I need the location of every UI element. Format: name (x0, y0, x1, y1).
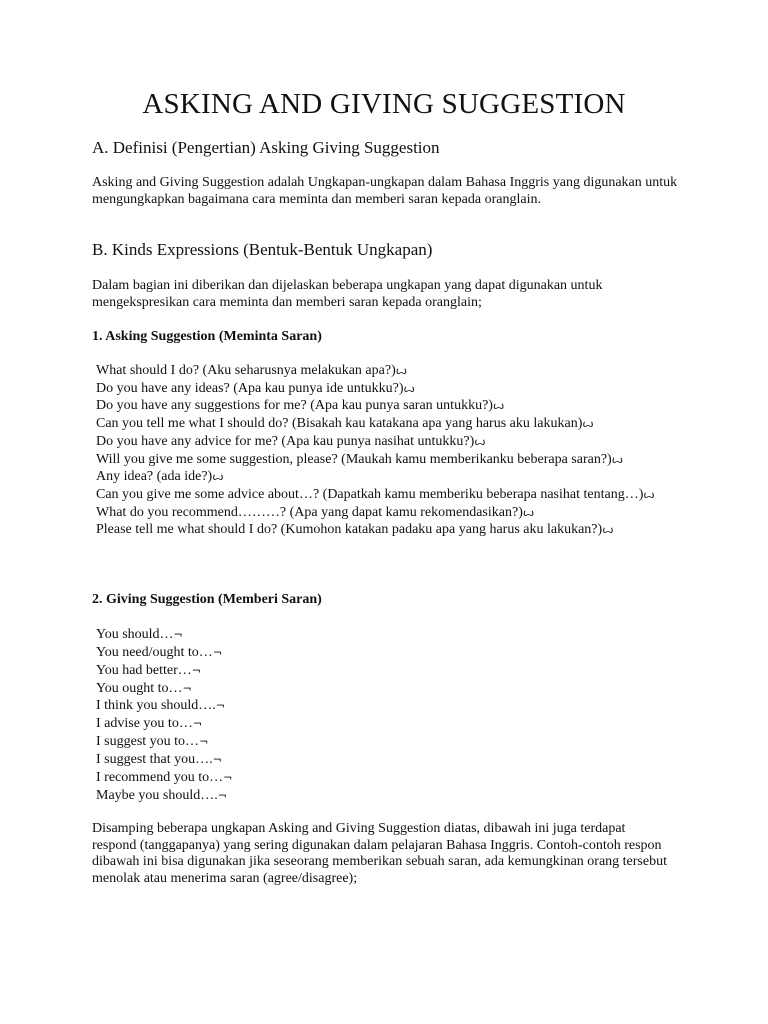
list-item-text: Will you give me some suggestion, please? (Maukah kamu memberikanku beberapa saran?) (96, 451, 612, 467)
bullet-marker-icon: ꙍ (643, 487, 655, 501)
list-item (96, 787, 696, 805)
list-item-text: You need/ought to… (96, 644, 213, 660)
list-item (96, 662, 696, 680)
bullet-marker-icon: ¬ (215, 699, 225, 713)
list-item-text: I recommend you to… (96, 769, 224, 785)
section-a-paragraph: Asking and Giving Suggestion adalah Ungkapan-ungkapan dalam Bahasa Inggris yang digunakan untuk mengungkapkan bagaimana cara meminta dan memberi saran kepada oranglain. (92, 175, 678, 207)
section-b-paragraph: Dalam bagian ini diberikan dan dijelaskan beberapa ungkapan yang dapat digunakan untuk mengekspresikan cara meminta dan memberi saran kepada oranglain; (92, 278, 603, 310)
list-item (96, 433, 696, 451)
list-item-text: I advise you to… (96, 716, 193, 732)
section-b-heading: B. Kinds Expressions (Bentuk-Bentuk Ungkapan) (92, 240, 433, 259)
document-title: ASKING AND GIVING SUGGESTION (142, 88, 626, 120)
list-item (96, 362, 696, 380)
asking-suggestion-heading: 1. Asking Suggestion (Meminta Saran) (92, 329, 322, 344)
closing-paragraph: Disamping beberapa ungkapan Asking and Giving Suggestion diatas, dibawah ini juga terdapat respond (tanggapanya) yang sering digunakan dalam pelajaran Bahasa Inggris. Contoh-contoh respon dibawah ini bisa digunakan jika seseorang memberikan sebuah saran, ada kemungkinan orang tersebut menolak atau menerima saran (agree/disagree); (92, 821, 667, 886)
list-item (96, 751, 696, 769)
list-item-text: Can you give me some advice about…? (Dapatkah kamu memberiku beberapa nasihat tentang…) (96, 486, 644, 502)
giving-suggestion-list (96, 626, 696, 804)
list-item (96, 468, 696, 486)
list-item (96, 451, 696, 469)
asking-suggestion-list (96, 362, 696, 539)
bullet-marker-icon: ꙍ (395, 364, 408, 377)
bullet-marker-icon: ¬ (212, 645, 223, 659)
bullet-marker-icon: ¬ (199, 735, 209, 749)
list-item (96, 397, 696, 415)
list-item-text: Do you have any ideas? (Apa kau punya ide untukku?) (96, 380, 404, 396)
list-item (96, 733, 696, 751)
bullet-marker-icon: ꙍ (212, 470, 224, 484)
list-item-text: What should I do? (Aku seharusnya melakukan apa?) (96, 363, 396, 378)
bullet-marker-icon: ¬ (173, 628, 183, 641)
list-item (96, 769, 696, 787)
list-item-text: You should… (96, 627, 174, 642)
bullet-marker-icon: ꙍ (474, 434, 486, 448)
list-item (96, 486, 696, 504)
bullet-marker-icon: ꙍ (492, 399, 505, 413)
list-item-text: Do you have any advice for me? (Apa kau punya nasihat untukku?) (96, 433, 475, 449)
bullet-marker-icon: ꙍ (403, 381, 415, 395)
list-item (96, 644, 696, 662)
bullet-marker-icon: ꙍ (602, 523, 614, 537)
bullet-marker-icon: ꙍ (522, 505, 535, 519)
list-item-text: Can you tell me what I should do? (Bisakah kau katakana apa yang harus aku lakukan) (96, 416, 583, 432)
bullet-marker-icon: ¬ (217, 788, 227, 802)
bullet-marker-icon: ꙍ (611, 452, 624, 466)
list-item-text: I suggest that you…. (96, 751, 213, 767)
list-item (96, 415, 696, 433)
list-item-text: Any idea? (ada ide?) (96, 469, 213, 485)
list-item-text: I suggest you to… (96, 734, 200, 750)
bullet-marker-icon: ¬ (223, 770, 233, 784)
list-item (96, 380, 696, 398)
list-item (96, 504, 696, 522)
bullet-marker-icon: ꙍ (582, 417, 594, 431)
list-item-text: I think you should…. (96, 698, 216, 714)
list-item-text: Please tell me what should I do? (Kumohon katakan padaku apa yang harus aku lakukan?) (96, 522, 603, 538)
section-a-heading: A. Definisi (Pengertian) Asking Giving Suggestion (92, 138, 440, 157)
bullet-marker-icon: ¬ (212, 752, 222, 766)
giving-suggestion-heading: 2. Giving Suggestion (Memberi Saran) (92, 592, 322, 607)
list-item-text: You ought to… (96, 680, 183, 696)
list-item (96, 697, 696, 715)
list-item (96, 626, 696, 644)
list-item-text: Do you have any suggestions for me? (Apa kau punya saran untukku?) (96, 398, 493, 414)
bullet-marker-icon: ¬ (191, 663, 202, 677)
list-item (96, 715, 696, 733)
list-item (96, 680, 696, 698)
list-item-text: You had better… (96, 662, 192, 678)
list-item (96, 521, 696, 539)
bullet-marker-icon: ¬ (192, 717, 203, 731)
list-item-text: What do you recommend………? (Apa yang dapat kamu rekomendasikan?) (96, 504, 523, 520)
bullet-marker-icon: ¬ (182, 681, 192, 695)
list-item-text: Maybe you should…. (96, 787, 218, 803)
